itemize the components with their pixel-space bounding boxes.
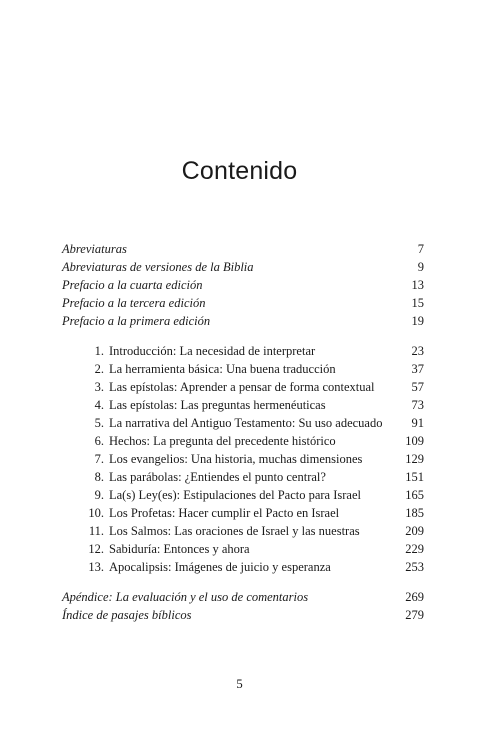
chapter-page: 23	[411, 344, 424, 358]
chapter-title: Los Salmos: Las oraciones de Israel y las nuestras	[109, 524, 360, 538]
chapter-number: 10.	[88, 506, 104, 520]
toc-entry-label: Prefacio a la cuarta edición	[62, 278, 203, 292]
chapter-page: 209	[405, 524, 424, 538]
chapter-title: La narrativa del Antiguo Testamento: Su uso adecuado	[109, 416, 383, 430]
chapter-title: Las epístolas: Aprender a pensar de forma contextual	[109, 380, 375, 394]
chapter-title: La herramienta básica: Una buena traducción	[109, 362, 336, 376]
toc-entry	[60, 276, 424, 294]
toc-chapter-entry	[60, 558, 424, 576]
toc-entry	[60, 294, 424, 312]
chapter-title: La(s) Ley(es): Estipulaciones del Pacto para Israel	[109, 488, 361, 502]
toc-entry-page: 279	[405, 608, 424, 622]
chapter-number: 5.	[94, 416, 104, 430]
toc-entry	[60, 312, 424, 330]
chapter-page: 165	[405, 488, 424, 502]
chapter-number: 4.	[94, 398, 104, 412]
chapter-title: Sabiduría: Entonces y ahora	[109, 542, 250, 556]
chapter-page: 229	[405, 542, 424, 556]
chapter-page: 109	[405, 434, 424, 448]
chapter-page: 151	[405, 470, 424, 484]
toc-entry	[60, 258, 424, 276]
toc-entry-label: Abreviaturas de versiones de la Biblia	[62, 260, 254, 274]
toc-entry-label: Índice de pasajes bíblicos	[62, 608, 192, 622]
toc-chapter-entry	[60, 504, 424, 522]
toc-entry-label: Prefacio a la primera edición	[62, 314, 211, 328]
toc-entry	[60, 240, 424, 258]
toc-chapter-entry	[60, 432, 424, 450]
chapter-page: 57	[411, 380, 424, 394]
chapter-number: 3.	[94, 380, 104, 394]
chapter-page: 253	[405, 560, 424, 574]
toc-entry-page: 13	[411, 278, 424, 292]
toc-chapter-entry	[60, 414, 424, 432]
chapter-number: 1.	[94, 344, 104, 358]
chapter-title: Los evangelios: Una historia, muchas dimensiones	[109, 452, 363, 466]
chapter-page: 37	[411, 362, 424, 376]
chapter-title: Las epístolas: Las preguntas hermenéuticas	[109, 398, 326, 412]
toc-entry-page: 269	[405, 590, 424, 604]
toc-chapter-entry	[60, 468, 424, 486]
chapter-title: Introducción: La necesidad de interpretar	[109, 344, 316, 358]
chapter-number: 11.	[88, 524, 104, 538]
toc-entry-page: 19	[411, 314, 424, 328]
page-number: 5	[236, 676, 243, 691]
toc-chapter-entry	[60, 486, 424, 504]
toc-entry-label: Apéndice: La evaluación y el uso de comentarios	[62, 590, 309, 604]
toc-entry-label: Abreviaturas	[62, 242, 127, 256]
toc-chapter-entry	[60, 378, 424, 396]
chapter-page: 91	[411, 416, 424, 430]
toc-entry	[60, 606, 424, 624]
page-title: Contenido	[181, 157, 298, 185]
chapter-number: 6.	[94, 434, 104, 448]
chapter-number: 12.	[88, 542, 104, 556]
toc-entry-page: 15	[411, 296, 424, 310]
chapter-page: 73	[411, 398, 424, 412]
toc-entry-page: 9	[417, 260, 424, 274]
chapter-page: 129	[405, 452, 424, 466]
toc-chapter-entry	[60, 522, 424, 540]
chapter-title: Hechos: La pregunta del precedente histórico	[109, 434, 336, 448]
chapter-number: 2.	[94, 362, 104, 376]
toc-entry	[60, 588, 424, 606]
chapter-number: 7.	[94, 452, 104, 466]
chapter-number: 13.	[88, 560, 104, 574]
toc-entry-label: Prefacio a la tercera edición	[62, 296, 206, 310]
toc-entry-page: 7	[417, 242, 424, 256]
chapter-number: 9.	[94, 488, 104, 502]
toc-chapter-entry	[60, 450, 424, 468]
chapter-page: 185	[405, 506, 424, 520]
toc-chapter-entry	[60, 396, 424, 414]
toc-chapter-entry	[60, 540, 424, 558]
toc-chapter-entry	[60, 360, 424, 378]
chapter-title: Los Profetas: Hacer cumplir el Pacto en Israel	[109, 506, 340, 520]
chapter-title: Apocalipsis: Imágenes de juicio y esperanza	[109, 560, 331, 574]
chapter-number: 8.	[94, 470, 104, 484]
toc-chapter-entry	[60, 342, 424, 360]
chapter-title: Las parábolas: ¿Entiendes el punto central?	[109, 470, 326, 484]
